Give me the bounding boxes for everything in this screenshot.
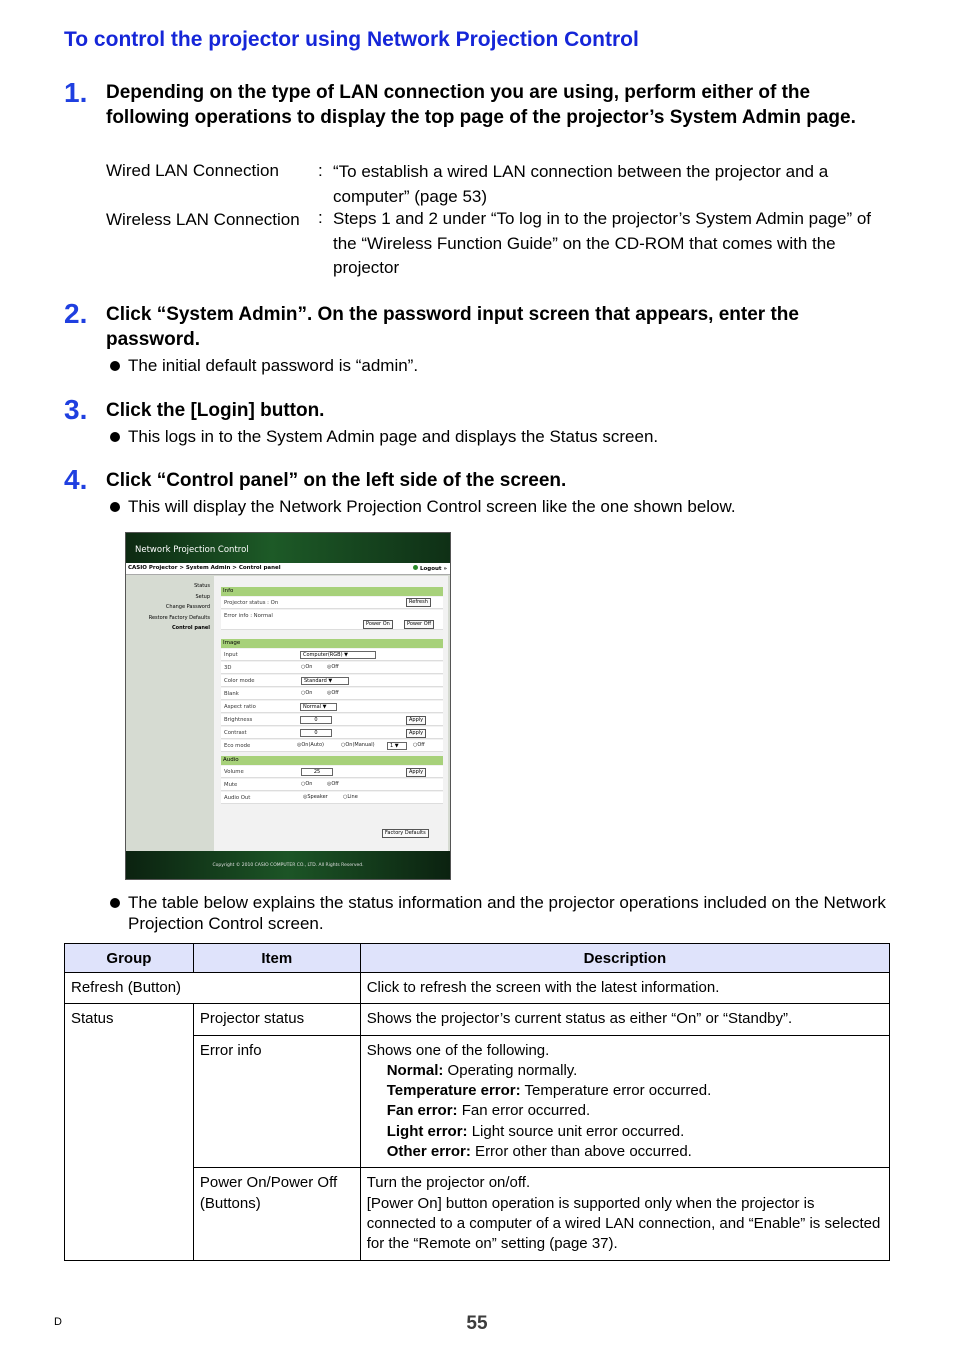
3d-on-radio: ○On <box>301 664 313 670</box>
error-info-intro: Shows one of the following. <box>366 1041 550 1059</box>
row-color-mode <box>221 675 443 687</box>
step-4-text: Click “Control panel” on the left side of the screen. <box>106 470 567 491</box>
row-input <box>221 649 443 661</box>
row-mute <box>221 779 443 791</box>
projector-status-item-cell: Projector status <box>193 1004 360 1035</box>
volume-apply-button: Apply <box>406 768 426 777</box>
contrast-input: 0 <box>300 729 332 737</box>
error-other <box>367 1142 883 1162</box>
error-light <box>367 1122 883 1142</box>
row-volume <box>221 766 443 778</box>
blank-off-radio: ◎Off <box>327 690 339 696</box>
error-light-term: Light error: <box>386 1122 468 1140</box>
input-select: Computer(RGB) ▼ <box>300 651 376 659</box>
sidebar-item-change-password: Change Password <box>165 604 210 610</box>
status-group-cell: Status <box>65 1004 194 1260</box>
sidebar-item-status: Status <box>194 583 210 589</box>
contrast-apply-button: Apply <box>406 729 426 738</box>
logout-label: Logout » <box>419 566 447 572</box>
blank-label: Blank <box>224 691 239 697</box>
step-3-number: 3. <box>64 394 88 425</box>
row-brightness <box>221 714 443 726</box>
mute-label: Mute <box>224 782 238 788</box>
power-description-line-2: [Power On] button operation is supported only when the projector is connected to a computer of a wired LAN connection, and “Enable” is selected for the “Remote on” setting (page 37). <box>366 1194 881 1253</box>
eco-off-radio: ○Off <box>413 742 425 748</box>
refresh-button: Refresh <box>406 598 431 607</box>
screenshot-breadcrumb-bar <box>126 563 450 575</box>
error-other-desc: Error other than above occurred. <box>470 1143 692 1161</box>
section-audio: Audio <box>221 756 443 765</box>
error-normal <box>367 1061 883 1081</box>
eco-mode-label: Eco mode <box>224 743 251 749</box>
eco-manual-radio: ○On(Manual) <box>341 742 375 748</box>
sidebar-item-setup: Setup <box>195 593 210 600</box>
page-title: To control the projector using Network Projection Control <box>64 28 639 51</box>
step-1-number: 1. <box>64 77 88 108</box>
projector-status-text: Projector status : On <box>224 600 279 606</box>
screenshot-sidebar <box>126 576 214 851</box>
brightness-apply-button: Apply <box>406 716 426 725</box>
header-item: Item <box>193 944 360 973</box>
3d-label: 3D <box>224 665 232 671</box>
audio-out-line-radio: ○Line <box>343 794 358 800</box>
step-4-number: 4. <box>64 464 88 495</box>
aspect-ratio-label: Aspect ratio <box>224 704 256 710</box>
wireless-lan-colon: : <box>318 208 323 227</box>
mute-on-radio: ○On <box>301 781 313 787</box>
wireless-lan-value: Steps 1 and 2 under “To log in to the projector’s System Admin page” of the “Wireless Function Guide” on the CD-ROM that comes with the projector <box>333 209 872 277</box>
error-info-item-cell: Error info <box>193 1035 360 1168</box>
input-label: Input <box>224 652 238 658</box>
row-blank <box>221 688 443 700</box>
power-description-line-1: Turn the projector on/off. <box>366 1174 531 1192</box>
table-row <box>65 973 890 1004</box>
color-mode-label: Color mode <box>224 678 255 684</box>
projector-status-description-cell: Shows the projector’s current status as either “On” or “Standby”. <box>360 1004 889 1035</box>
section-info: Info <box>221 587 443 596</box>
error-fan-term: Fan error: <box>386 1102 458 1120</box>
power-item-line-1: Power On/Power Off <box>199 1174 338 1192</box>
error-fan-desc: Fan error occurred. <box>457 1102 591 1120</box>
table-row <box>65 1004 890 1035</box>
wired-lan-colon: : <box>318 161 323 180</box>
screenshot-footer <box>126 851 450 880</box>
sidebar-item-restore-defaults: Restore Factory Defaults <box>148 614 210 621</box>
header-description: Description <box>360 944 889 973</box>
factory-defaults-button: Factory Defaults <box>382 829 429 838</box>
bullet-default-password: The initial default password is “admin”. <box>108 355 898 376</box>
volume-label: Volume <box>224 769 244 775</box>
refresh-group-cell: Refresh (Button) <box>65 973 361 1004</box>
bullet-login-result: This logs in to the System Admin page and displays the Status screen. <box>108 426 898 447</box>
wired-lan-value: “To establish a wired LAN connection between the projector and a computer” (page 53) <box>333 162 829 206</box>
step-3-text: Click the [Login] button. <box>106 400 325 421</box>
error-info-text: Error info : Normal <box>224 613 273 619</box>
error-other-term: Other error: <box>386 1143 471 1161</box>
page-mark: D <box>54 1316 62 1328</box>
error-temperature-desc: Temperature error occurred. <box>520 1082 712 1100</box>
audio-out-speaker-radio: ◎Speaker <box>303 794 328 800</box>
error-fan <box>367 1101 883 1121</box>
brightness-input: 0 <box>300 716 332 724</box>
screenshot-header <box>126 533 450 563</box>
step-1-text: Depending on the type of LAN connection you are using, perform either of the following operations to display the top page of the projector’s System Admin page. <box>106 82 856 128</box>
row-audio-out <box>221 792 443 804</box>
volume-input: 25 <box>301 768 333 776</box>
control-panel-screenshot <box>125 532 451 880</box>
row-aspect-ratio <box>221 701 443 713</box>
power-on-button: Power On <box>363 620 393 629</box>
row-projector-status <box>221 597 443 609</box>
refresh-description-cell: Click to refresh the screen with the latest information. <box>360 973 889 1004</box>
error-temperature <box>367 1081 883 1101</box>
3d-off-radio: ◎Off <box>327 664 339 670</box>
description-table <box>64 943 890 1261</box>
logout-icon <box>413 565 418 570</box>
power-item-line-2: (Buttons) <box>199 1194 261 1212</box>
step-2-text: Click “System Admin”. On the password input screen that appears, enter the password. <box>106 304 799 350</box>
screenshot-copyright: Copyright © 2010 CASIO COMPUTER CO., LTD. All Rights Reserved. <box>212 863 364 868</box>
brightness-label: Brightness <box>224 717 253 723</box>
error-light-desc: Light source unit error occurred. <box>467 1122 685 1140</box>
eco-auto-radio: ◎On(Auto) <box>297 742 324 748</box>
screenshot-logout <box>413 565 447 572</box>
contrast-label: Contrast <box>224 730 247 736</box>
eco-level-select: 1 ▼ <box>387 742 407 750</box>
error-info-description-cell <box>360 1035 889 1168</box>
power-off-button: Power Off <box>404 620 434 629</box>
section-image: Image <box>221 639 443 648</box>
table-header-row <box>65 944 890 973</box>
row-3d <box>221 662 443 674</box>
screenshot-breadcrumb: CASIO Projector > System Admin > Control panel <box>128 565 281 571</box>
error-normal-desc: Operating normally. <box>443 1061 578 1079</box>
color-mode-select: Standard ▼ <box>301 677 349 685</box>
wired-lan-label: Wired LAN Connection <box>106 161 279 180</box>
row-error-info <box>221 610 443 630</box>
audio-out-label: Audio Out <box>224 795 251 801</box>
row-contrast <box>221 727 443 739</box>
error-temperature-term: Temperature error: <box>386 1082 521 1100</box>
aspect-ratio-select: Normal ▼ <box>300 703 337 711</box>
screenshot-main <box>214 576 448 851</box>
blank-on-radio: ○On <box>301 690 313 696</box>
screenshot-title: Network Projection Control <box>135 545 249 555</box>
sidebar-item-control-panel: Control panel <box>171 625 210 631</box>
error-normal-term: Normal: <box>386 1061 444 1079</box>
bullet-display-screen: This will display the Network Projection Control screen like the one shown below. <box>108 496 898 517</box>
page-number: 55 <box>466 1313 488 1334</box>
bullet-table-intro: The table below explains the status information and the projector operations included on the Network Projection Control screen. <box>108 892 898 934</box>
header-group: Group <box>65 944 194 973</box>
wireless-lan-label: Wireless LAN Connection <box>106 210 300 229</box>
power-description-cell <box>360 1168 889 1260</box>
power-item-cell <box>193 1168 360 1260</box>
step-2-number: 2. <box>64 298 88 329</box>
row-eco-mode <box>221 740 443 752</box>
mute-off-radio: ◎Off <box>327 781 339 787</box>
